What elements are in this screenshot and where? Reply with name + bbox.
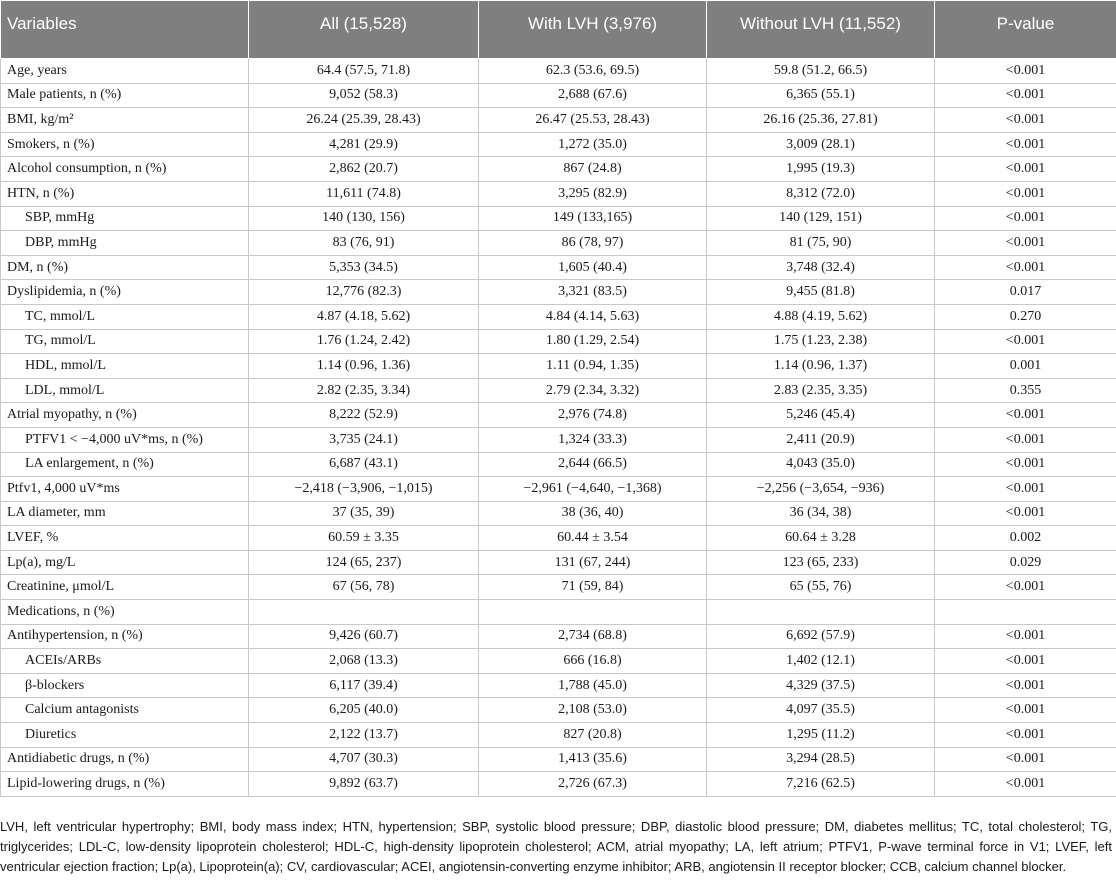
table-footnote: LVH, left ventricular hypertrophy; BMI, body mass index; HTN, hypertension; SBP, systolic blood pressure; DBP, diastolic blood pressure; DM, diabetes mellitus; TC, total cholesterol; TG, triglycerides; LDL-C, low-density lipoprotein cholesterol; HDL-C, high-density lipoprotein cholesterol; ACM, atrial myopathy; LA, left atrium; PTFV1, P-wave terminal force in V1; LVEF, left ventricular ejection fraction; Lp(a), Lipoprotein(a); CV, cardiovascular; ACEI, angiotensin-converting enzyme inhibitor; ARB, angiotensin II receptor blocker; CCB, calcium channel blocker. — [0, 819, 1112, 874]
table-row — [1, 206, 1116, 231]
table-body — [1, 59, 1116, 797]
table-row — [1, 673, 1116, 698]
without-lvh-value-cell: 123 (65, 233) — [707, 550, 935, 575]
table-row — [1, 649, 1116, 674]
all-value-cell: 9,892 (63.7) — [249, 772, 479, 797]
without-lvh-value-cell: 1,295 (11.2) — [707, 723, 935, 748]
with-lvh-value-cell: 149 (133,165) — [479, 206, 707, 231]
all-value-cell: 3,735 (24.1) — [249, 427, 479, 452]
all-value-cell: 37 (35, 39) — [249, 501, 479, 526]
table-row — [1, 452, 1116, 477]
p-value-cell: <0.001 — [935, 403, 1116, 428]
without-lvh-value-cell: 36 (34, 38) — [707, 501, 935, 526]
with-lvh-value-cell: 2,734 (68.8) — [479, 624, 707, 649]
variable-cell: Alcohol consumption, n (%) — [1, 157, 249, 182]
all-value-cell: 124 (65, 237) — [249, 550, 479, 575]
all-value-cell: 4.87 (4.18, 5.62) — [249, 304, 479, 329]
without-lvh-value-cell: 9,455 (81.8) — [707, 280, 935, 305]
p-value-cell: <0.001 — [935, 575, 1116, 600]
variable-cell: SBP, mmHg — [1, 206, 249, 231]
table-row — [1, 354, 1116, 379]
with-lvh-value-cell: 60.44 ± 3.54 — [479, 526, 707, 551]
without-lvh-value-cell: 4,329 (37.5) — [707, 673, 935, 698]
table-row — [1, 772, 1116, 797]
variable-cell: HDL, mmol/L — [1, 354, 249, 379]
p-value-cell: 0.002 — [935, 526, 1116, 551]
table-row — [1, 304, 1116, 329]
variable-cell: Lp(a), mg/L — [1, 550, 249, 575]
without-lvh-value-cell: 1.75 (1.23, 2.38) — [707, 329, 935, 354]
p-value-cell: <0.001 — [935, 181, 1116, 206]
table-row — [1, 108, 1116, 133]
p-value-cell: 0.029 — [935, 550, 1116, 575]
variable-cell: LA diameter, mm — [1, 501, 249, 526]
variable-cell: Smokers, n (%) — [1, 132, 249, 157]
without-lvh-value-cell: 4,043 (35.0) — [707, 452, 935, 477]
with-lvh-value-cell: 2,644 (66.5) — [479, 452, 707, 477]
all-value-cell: 1.14 (0.96, 1.36) — [249, 354, 479, 379]
variable-cell: Ptfv1, 4,000 uV*ms — [1, 477, 249, 502]
p-value-cell: <0.001 — [935, 157, 1116, 182]
p-value-cell: <0.001 — [935, 477, 1116, 502]
p-value-cell: <0.001 — [935, 83, 1116, 108]
table-row — [1, 526, 1116, 551]
table-row — [1, 157, 1116, 182]
with-lvh-value-cell: 1.11 (0.94, 1.35) — [479, 354, 707, 379]
variable-cell: Dyslipidemia, n (%) — [1, 280, 249, 305]
all-value-cell: 2.82 (2.35, 3.34) — [249, 378, 479, 403]
with-lvh-value-cell: 1,272 (35.0) — [479, 132, 707, 157]
with-lvh-value-cell: 867 (24.8) — [479, 157, 707, 182]
with-lvh-value-cell: 1.80 (1.29, 2.54) — [479, 329, 707, 354]
p-value-cell: <0.001 — [935, 723, 1116, 748]
with-lvh-value-cell: 2,726 (67.3) — [479, 772, 707, 797]
with-lvh-value-cell: 1,788 (45.0) — [479, 673, 707, 698]
p-value-cell: 0.001 — [935, 354, 1116, 379]
p-value-cell: <0.001 — [935, 772, 1116, 797]
header-p-value: P-value — [935, 1, 1116, 59]
without-lvh-value-cell: 8,312 (72.0) — [707, 181, 935, 206]
variable-cell: Creatinine, μmol/L — [1, 575, 249, 600]
header-with-lvh: With LVH (3,976) — [479, 1, 707, 59]
without-lvh-value-cell: 1,995 (19.3) — [707, 157, 935, 182]
variable-cell: LDL, mmol/L — [1, 378, 249, 403]
variable-cell: PTFV1 < −4,000 uV*ms, n (%) — [1, 427, 249, 452]
with-lvh-value-cell: 86 (78, 97) — [479, 231, 707, 256]
with-lvh-value-cell: 62.3 (53.6, 69.5) — [479, 59, 707, 84]
variable-cell: ACEIs/ARBs — [1, 649, 249, 674]
with-lvh-value-cell: 131 (67, 244) — [479, 550, 707, 575]
all-value-cell: 11,611 (74.8) — [249, 181, 479, 206]
without-lvh-value-cell: 1,402 (12.1) — [707, 649, 935, 674]
variable-cell: Male patients, n (%) — [1, 83, 249, 108]
with-lvh-value-cell: 827 (20.8) — [479, 723, 707, 748]
table-row — [1, 723, 1116, 748]
with-lvh-value-cell: 2,108 (53.0) — [479, 698, 707, 723]
without-lvh-value-cell — [707, 600, 935, 625]
all-value-cell: −2,418 (−3,906, −1,015) — [249, 477, 479, 502]
all-value-cell: 12,776 (82.3) — [249, 280, 479, 305]
variable-cell: Atrial myopathy, n (%) — [1, 403, 249, 428]
all-value-cell: 4,281 (29.9) — [249, 132, 479, 157]
with-lvh-value-cell: 666 (16.8) — [479, 649, 707, 674]
all-value-cell: 6,205 (40.0) — [249, 698, 479, 723]
p-value-cell: <0.001 — [935, 108, 1116, 133]
variable-cell: Antihypertension, n (%) — [1, 624, 249, 649]
without-lvh-value-cell: 60.64 ± 3.28 — [707, 526, 935, 551]
p-value-cell: <0.001 — [935, 231, 1116, 256]
with-lvh-value-cell: 2,688 (67.6) — [479, 83, 707, 108]
p-value-cell: <0.001 — [935, 206, 1116, 231]
with-lvh-value-cell: 38 (36, 40) — [479, 501, 707, 526]
without-lvh-value-cell: 81 (75, 90) — [707, 231, 935, 256]
all-value-cell: 6,117 (39.4) — [249, 673, 479, 698]
all-value-cell: 26.24 (25.39, 28.43) — [249, 108, 479, 133]
variable-cell: Age, years — [1, 59, 249, 84]
table-row — [1, 280, 1116, 305]
all-value-cell: 2,122 (13.7) — [249, 723, 479, 748]
with-lvh-value-cell: 3,321 (83.5) — [479, 280, 707, 305]
p-value-cell: 0.355 — [935, 378, 1116, 403]
p-value-cell: <0.001 — [935, 501, 1116, 526]
p-value-cell: <0.001 — [935, 698, 1116, 723]
without-lvh-value-cell: 65 (55, 76) — [707, 575, 935, 600]
variable-cell: Calcium antagonists — [1, 698, 249, 723]
header-without-lvh: Without LVH (11,552) — [707, 1, 935, 59]
p-value-cell: <0.001 — [935, 427, 1116, 452]
all-value-cell: 64.4 (57.5, 71.8) — [249, 59, 479, 84]
without-lvh-value-cell: 2.83 (2.35, 3.35) — [707, 378, 935, 403]
table-row — [1, 181, 1116, 206]
variable-cell: Diuretics — [1, 723, 249, 748]
p-value-cell: <0.001 — [935, 452, 1116, 477]
table-row — [1, 575, 1116, 600]
table-row — [1, 132, 1116, 157]
p-value-cell: 0.017 — [935, 280, 1116, 305]
variable-cell: β-blockers — [1, 673, 249, 698]
table-row — [1, 747, 1116, 772]
without-lvh-value-cell: 2,411 (20.9) — [707, 427, 935, 452]
without-lvh-value-cell: 6,692 (57.9) — [707, 624, 935, 649]
table-row — [1, 600, 1116, 625]
without-lvh-value-cell: 59.8 (51.2, 66.5) — [707, 59, 935, 84]
p-value-cell: <0.001 — [935, 59, 1116, 84]
p-value-cell — [935, 600, 1116, 625]
table-row — [1, 59, 1116, 84]
header-variables: Variables — [1, 1, 249, 59]
all-value-cell: 9,426 (60.7) — [249, 624, 479, 649]
header-all: All (15,528) — [249, 1, 479, 59]
variable-cell: Antidiabetic drugs, n (%) — [1, 747, 249, 772]
table-row — [1, 329, 1116, 354]
all-value-cell: 67 (56, 78) — [249, 575, 479, 600]
all-value-cell: 2,068 (13.3) — [249, 649, 479, 674]
all-value-cell: 1.76 (1.24, 2.42) — [249, 329, 479, 354]
all-value-cell: 4,707 (30.3) — [249, 747, 479, 772]
variable-cell: Lipid-lowering drugs, n (%) — [1, 772, 249, 797]
without-lvh-value-cell: 5,246 (45.4) — [707, 403, 935, 428]
without-lvh-value-cell: 4.88 (4.19, 5.62) — [707, 304, 935, 329]
all-value-cell: 5,353 (34.5) — [249, 255, 479, 280]
p-value-cell: <0.001 — [935, 329, 1116, 354]
table-row — [1, 477, 1116, 502]
with-lvh-value-cell: −2,961 (−4,640, −1,368) — [479, 477, 707, 502]
all-value-cell: 6,687 (43.1) — [249, 452, 479, 477]
table-row — [1, 501, 1116, 526]
all-value-cell: 9,052 (58.3) — [249, 83, 479, 108]
p-value-cell: <0.001 — [935, 747, 1116, 772]
without-lvh-value-cell: 3,294 (28.5) — [707, 747, 935, 772]
without-lvh-value-cell: 4,097 (35.5) — [707, 698, 935, 723]
with-lvh-value-cell: 3,295 (82.9) — [479, 181, 707, 206]
variable-cell: LA enlargement, n (%) — [1, 452, 249, 477]
p-value-cell: 0.270 — [935, 304, 1116, 329]
all-value-cell: 8,222 (52.9) — [249, 403, 479, 428]
with-lvh-value-cell: 1,413 (35.6) — [479, 747, 707, 772]
table-row — [1, 698, 1116, 723]
table-row — [1, 83, 1116, 108]
with-lvh-value-cell: 2.79 (2.34, 3.32) — [479, 378, 707, 403]
without-lvh-value-cell: 3,009 (28.1) — [707, 132, 935, 157]
header-row — [1, 1, 1116, 59]
with-lvh-value-cell: 2,976 (74.8) — [479, 403, 707, 428]
p-value-cell: <0.001 — [935, 255, 1116, 280]
table-row — [1, 403, 1116, 428]
p-value-cell: <0.001 — [935, 624, 1116, 649]
without-lvh-value-cell: 7,216 (62.5) — [707, 772, 935, 797]
p-value-cell: <0.001 — [935, 649, 1116, 674]
without-lvh-value-cell: −2,256 (−3,654, −936) — [707, 477, 935, 502]
table-row — [1, 378, 1116, 403]
without-lvh-value-cell: 6,365 (55.1) — [707, 83, 935, 108]
table-row — [1, 427, 1116, 452]
all-value-cell: 2,862 (20.7) — [249, 157, 479, 182]
table-row — [1, 255, 1116, 280]
without-lvh-value-cell: 26.16 (25.36, 27.81) — [707, 108, 935, 133]
all-value-cell — [249, 600, 479, 625]
table-row — [1, 550, 1116, 575]
variable-cell: DBP, mmHg — [1, 231, 249, 256]
variable-cell: HTN, n (%) — [1, 181, 249, 206]
without-lvh-value-cell: 1.14 (0.96, 1.37) — [707, 354, 935, 379]
table-row — [1, 624, 1116, 649]
p-value-cell: <0.001 — [935, 673, 1116, 698]
variable-cell: TC, mmol/L — [1, 304, 249, 329]
with-lvh-value-cell: 1,324 (33.3) — [479, 427, 707, 452]
without-lvh-value-cell: 140 (129, 151) — [707, 206, 935, 231]
all-value-cell: 83 (76, 91) — [249, 231, 479, 256]
with-lvh-value-cell: 1,605 (40.4) — [479, 255, 707, 280]
all-value-cell: 60.59 ± 3.35 — [249, 526, 479, 551]
with-lvh-value-cell: 4.84 (4.14, 5.63) — [479, 304, 707, 329]
with-lvh-value-cell: 26.47 (25.53, 28.43) — [479, 108, 707, 133]
variable-cell: LVEF, % — [1, 526, 249, 551]
variable-cell: TG, mmol/L — [1, 329, 249, 354]
with-lvh-value-cell: 71 (59, 84) — [479, 575, 707, 600]
all-value-cell: 140 (130, 156) — [249, 206, 479, 231]
variable-cell: Medications, n (%) — [1, 600, 249, 625]
without-lvh-value-cell: 3,748 (32.4) — [707, 255, 935, 280]
variable-cell: DM, n (%) — [1, 255, 249, 280]
variable-cell: BMI, kg/m² — [1, 108, 249, 133]
table-row — [1, 231, 1116, 256]
p-value-cell: <0.001 — [935, 132, 1116, 157]
with-lvh-value-cell — [479, 600, 707, 625]
